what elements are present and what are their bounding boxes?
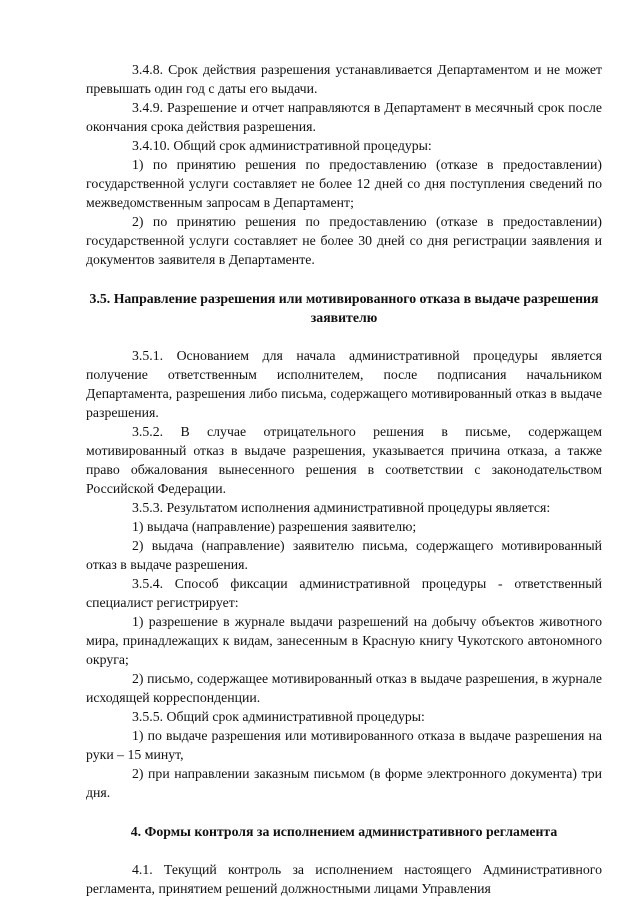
paragraph-3-4-8: 3.4.8. Срок действия разрешения устанавливается Департаментом и не может превышать один год с даты его выдачи. (86, 62, 602, 96)
paragraph-3-5-5: 3.5.5. Общий срок административной процедуры: (132, 709, 425, 724)
paragraph-3-5-3-item-1: 1) выдача (направление) разрешения заявителю; (132, 519, 417, 534)
paragraph-3-5-2: 3.5.2. В случае отрицательного решения в письме, содержащем мотивированный отказ в выдаче разрешения, указывается причина отказа, а также право обжалования вынесенного решения в соответствии с законодательством Российской Федерации. (86, 424, 602, 496)
paragraph-3-5-3-item-2: 2) выдача (направление) заявителю письма, содержащего мотивированный отказ в выдаче разрешения. (86, 538, 602, 572)
document-body (86, 60, 602, 898)
spacer (86, 269, 602, 289)
paragraph-3-4-10-item-2: 2) по принятию решения по предоставлению (отказе в предоставлении) государственной услуги составляет не более 30 дней со дня регистрации заявления и документов заявителя в Департаменте. (86, 214, 602, 267)
spacer (86, 802, 602, 822)
section-heading-4: 4. Формы контроля за исполнением административного регламента (130, 824, 558, 839)
paragraph-3-5-4: 3.5.4. Способ фиксации административной процедуры - ответственный специалист регистрирует: (86, 576, 602, 610)
paragraph-3-4-10: 3.4.10. Общий срок административной процедуры: (132, 138, 432, 153)
paragraph-4-1: 4.1. Текущий контроль за исполнением настоящего Административного регламента, принятием решений должностными лицами Управления (86, 862, 602, 896)
spacer (86, 841, 602, 860)
paragraph-3-5-1: 3.5.1. Основанием для начала административной процедуры является получение ответственным исполнителем, после подписания начальником Департамента, разрешения либо письма, содержащего мотивированный отказ в выдаче разрешения. (86, 348, 602, 420)
paragraph-3-4-9: 3.4.9. Разрешение и отчет направляются в Департамент в месячный срок после окончания срока действия разрешения. (86, 100, 602, 134)
section-heading-3-5: 3.5. Направление разрешения или мотивированного отказа в выдаче разрешения заявителю (89, 291, 599, 325)
paragraph-3-5-3: 3.5.3. Результатом исполнения административной процедуры является: (132, 500, 551, 515)
spacer (86, 327, 602, 346)
paragraph-3-4-10-item-1: 1) по принятию решения по предоставлению (отказе в предоставлении) государственной услуги составляет не более 12 дней со дня поступления сведений по межведомственным запросам в Департамент; (86, 157, 602, 210)
paragraph-3-5-4-item-1: 1) разрешение в журнале выдачи разрешений на добычу объектов животного мира, принадлежащих к видам, занесенным в Красную книгу Чукотского автономного округа; (86, 614, 602, 667)
paragraph-3-5-4-item-2: 2) письмо, содержащее мотивированный отказ в выдаче разрешения, в журнале исходящей корреспонденции. (86, 671, 602, 705)
paragraph-3-5-5-item-1: 1) по выдаче разрешения или мотивированного отказа в выдаче разрешения на руки – 15 минут, (86, 728, 602, 762)
paragraph-3-5-5-item-2: 2) при направлении заказным письмом (в форме электронного документа) три дня. (86, 766, 602, 800)
